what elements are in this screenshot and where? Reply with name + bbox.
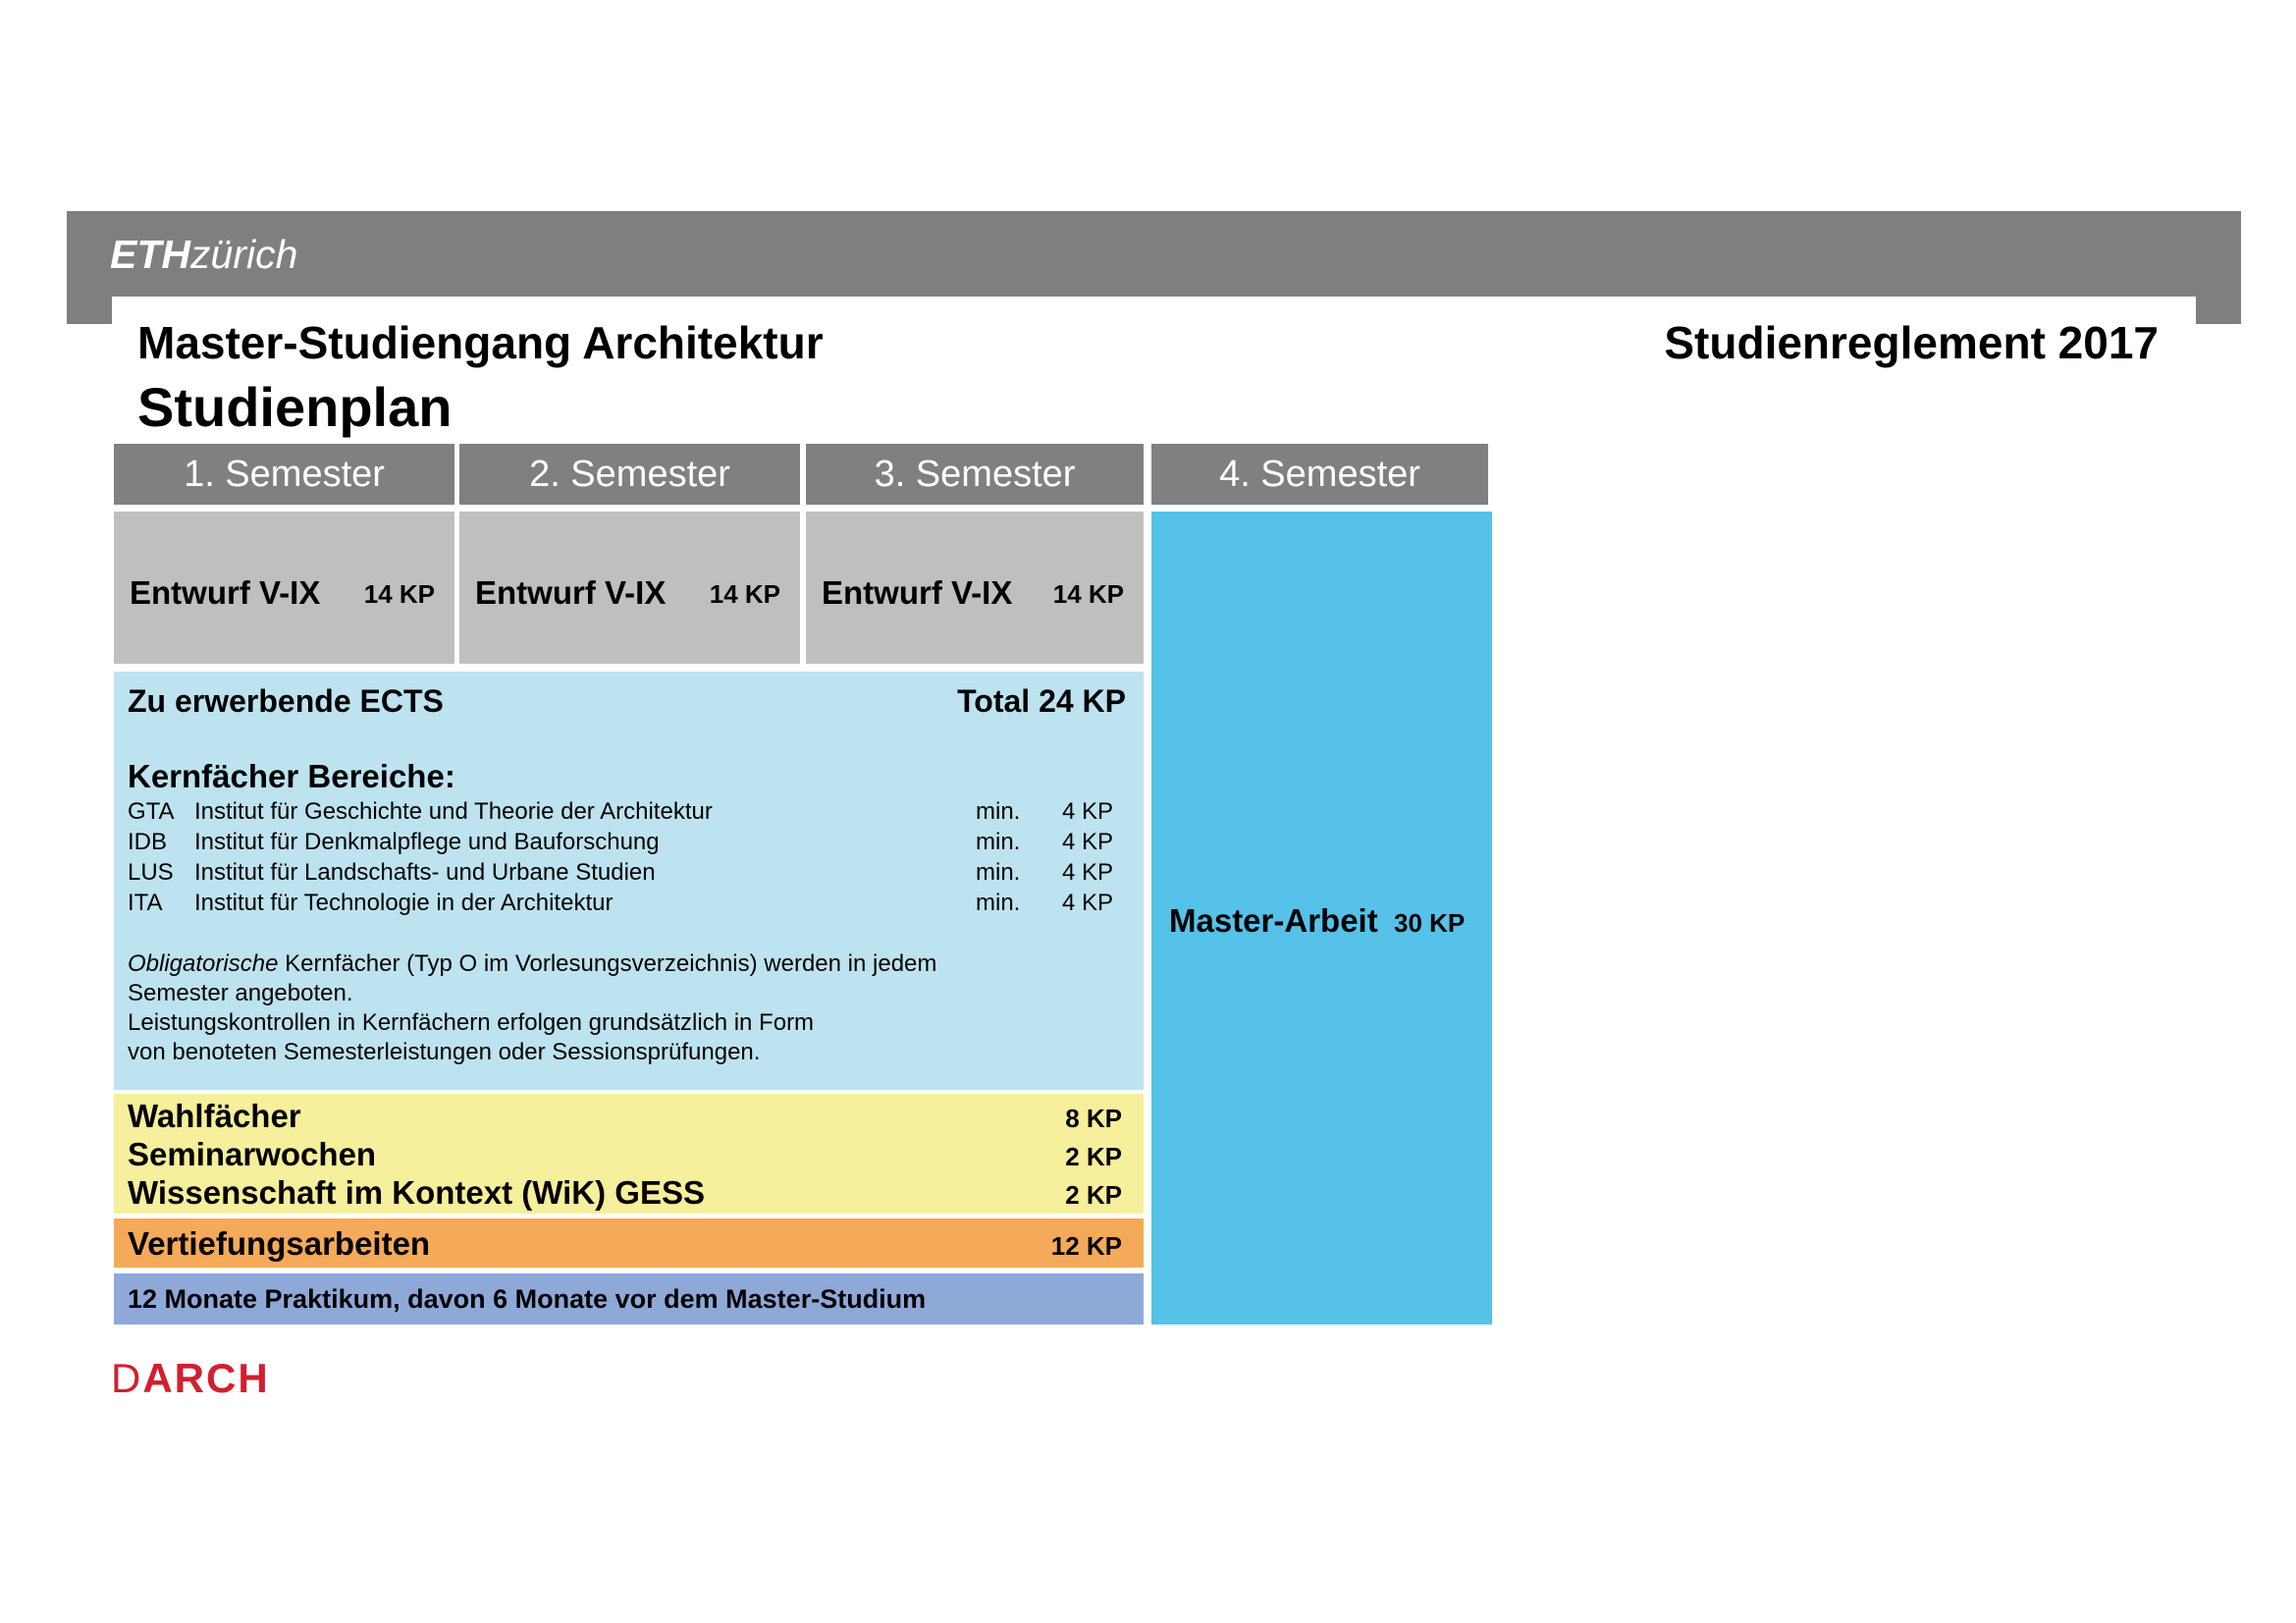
elective-kp: 2 KP (1065, 1180, 1122, 1210)
institute-min: min. (976, 859, 1021, 886)
institute-kp: 4 KP (1062, 829, 1114, 855)
institute-name: Institut für Landschafts- und Urbane Studien (194, 859, 656, 886)
note-line-3: Leistungskontrollen in Kernfächern erfolgen grundsätzlich in Form (128, 1009, 815, 1036)
institute-list (128, 798, 1129, 920)
core-subjects-title: Kernfächer Bereiche: (128, 758, 455, 794)
institute-code: IDB (128, 829, 168, 855)
elective-kp: 8 KP (1065, 1104, 1122, 1133)
ects-block (114, 672, 1144, 1090)
institute-min: min. (976, 798, 1021, 825)
semester-header-3: 3. Semester (806, 444, 1144, 505)
entwurf-credits: 14 KP (1052, 579, 1124, 609)
semester-header-1: 1. Semester (114, 444, 454, 505)
entwurf-block-3 (806, 512, 1144, 664)
master-label: Master-Arbeit (1169, 902, 1378, 939)
elective-label: Wissenschaft im Kontext (WiK) GESS (128, 1174, 705, 1211)
vertiefung-block (114, 1218, 1144, 1268)
institute-code: ITA (128, 890, 163, 916)
institute-min: min. (976, 829, 1021, 855)
page-title: Studienplan (137, 376, 453, 438)
electives-block (114, 1094, 1144, 1214)
institute-name: Institut für Geschichte und Theorie der Architektur (194, 798, 713, 825)
note-line-1 (128, 949, 936, 979)
ects-title: Zu erwerbende ECTS (128, 683, 444, 719)
page-subtitle: Master-Studiengang Architektur (137, 317, 824, 368)
elective-label: Wahlfächer (128, 1098, 301, 1134)
regulation-year: Studienreglement 2017 (1664, 317, 2159, 368)
darch-logo-d: D (111, 1355, 143, 1401)
note-line-4: von benoteten Semesterleistungen oder Sessionsprüfungen. (128, 1039, 761, 1065)
semester-header-4: 4. Semester (1151, 444, 1488, 505)
entwurf-credits: 14 KP (363, 579, 435, 609)
master-thesis-block (1151, 512, 1492, 1325)
vertiefung-label: Vertiefungsarbeiten (128, 1225, 431, 1262)
institute-kp: 4 KP (1062, 798, 1114, 825)
institute-name: Institut für Technologie in der Architektur (194, 890, 614, 916)
elective-label: Seminarwochen (128, 1136, 377, 1172)
entwurf-block-2 (459, 512, 800, 664)
institute-name: Institut für Denkmalpflege und Bauforschung (194, 829, 660, 855)
institute-kp: 4 KP (1062, 859, 1114, 886)
entwurf-label: Entwurf V-IX (822, 574, 1013, 611)
praktikum-block (114, 1273, 1144, 1325)
institute-kp: 4 KP (1062, 890, 1114, 916)
logo-zurich-text: zürich (190, 232, 298, 277)
institute-code: GTA (128, 798, 175, 825)
eth-zurich-logo (110, 232, 297, 278)
note-italic: Obligatorische (128, 950, 279, 977)
entwurf-label: Entwurf V-IX (130, 574, 321, 611)
institute-code: LUS (128, 859, 174, 886)
vertiefung-kp: 12 KP (1050, 1231, 1122, 1261)
entwurf-credits: 14 KP (709, 579, 780, 609)
darch-logo (111, 1355, 270, 1402)
master-kp: 30 KP (1394, 908, 1466, 938)
institute-min: min. (976, 890, 1021, 916)
darch-logo-rest: ARCH (142, 1355, 270, 1401)
core-subjects-note (128, 949, 936, 1067)
praktikum-label: 12 Monate Praktikum, davon 6 Monate vor dem Master-Studium (128, 1284, 927, 1314)
logo-eth-text: ETH (110, 232, 190, 277)
elective-kp: 2 KP (1065, 1142, 1122, 1171)
entwurf-label: Entwurf V-IX (475, 574, 667, 611)
ects-total: Total 24 KP (957, 683, 1126, 719)
semester-header-2: 2. Semester (459, 444, 800, 505)
entwurf-block-1 (114, 512, 454, 664)
note-line-1-text: Kernfächer (Typ O im Vorlesungsverzeichnis) werden in jedem (278, 950, 937, 977)
note-line-2: Semester angeboten. (128, 980, 353, 1006)
